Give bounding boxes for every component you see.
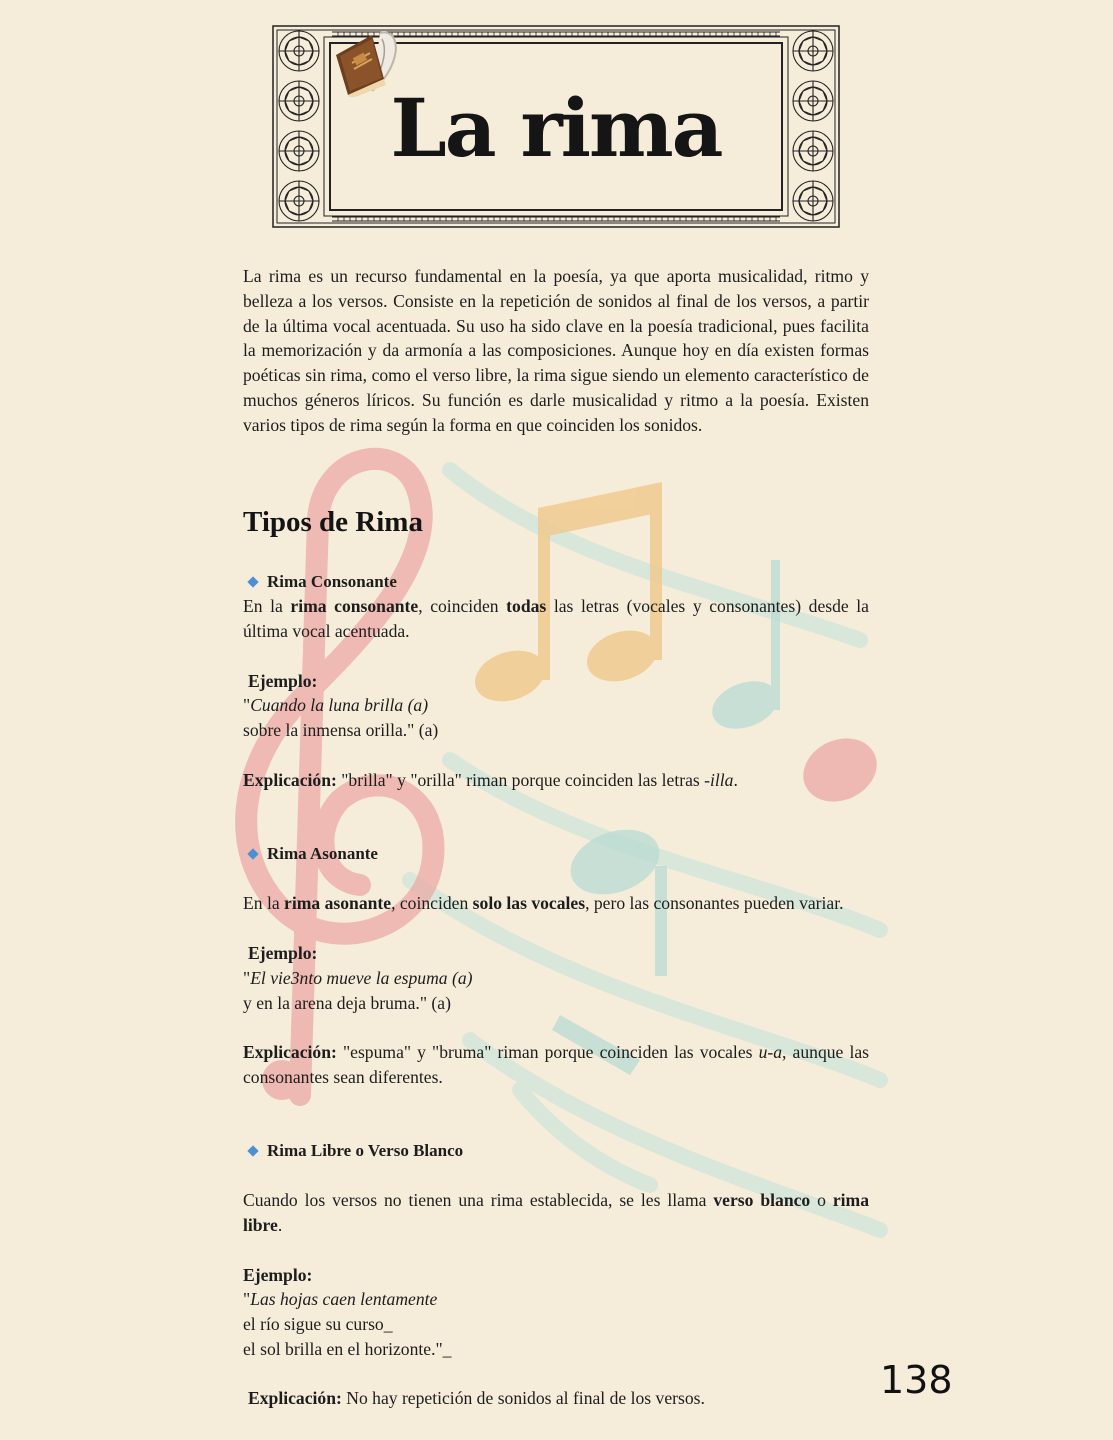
- title-banner: [272, 25, 840, 228]
- rosette-column-left: [279, 31, 319, 221]
- example-verse: "Las hojas caen lentamente el río sigue su curso_ el sol brilla en el horizonte."_: [243, 1289, 452, 1359]
- diamond-bullet-icon: [247, 849, 258, 860]
- rima-consonante-heading: [243, 570, 869, 595]
- heading-label: Rima Consonante: [267, 572, 397, 591]
- diamond-bullet-icon: [247, 577, 258, 588]
- rima-consonante-description: En la rima consonante, coinciden todas las letras (vocales y consonantes) desde la última vocal acentuada.: [243, 596, 869, 641]
- heading-label: Rima Libre o Verso Blanco: [267, 1141, 464, 1160]
- page-number: 138: [880, 1358, 953, 1402]
- heading-label: Rima Asonante: [267, 844, 378, 863]
- rima-libre-description: Cuando los versos no tienen una rima establecida, se les llama verso blanco o rima libre.: [243, 1190, 870, 1235]
- explanation: Explicación: "brilla" y "orilla" riman porque coinciden las letras -illa.: [243, 770, 738, 790]
- rima-asonante-heading: [243, 842, 869, 867]
- example-label: Ejemplo:: [243, 1265, 313, 1285]
- example-label: Ejemplo:: [248, 671, 318, 691]
- explanation: Explicación: "espuma" y "bruma" riman porque coinciden las vocales u-a, aunque las consonantes sean diferentes.: [243, 1042, 870, 1087]
- example-verse: "El vie3nto mueve la espuma (a) y en la arena deja bruma." (a): [243, 968, 473, 1013]
- rima-asonante-description: En la rima asonante, coinciden solo las vocales, pero las consonantes pueden variar.: [243, 893, 844, 913]
- example-verse: "Cuando la luna brilla (a) sobre la inmensa orilla." (a): [243, 695, 439, 740]
- book-feather-icon: [332, 25, 402, 97]
- explanation: Explicación: No hay repetición de sonidos al final de los versos.: [248, 1388, 705, 1408]
- diamond-bullet-icon: [247, 1146, 258, 1157]
- page-title: La rima: [390, 80, 722, 175]
- intro-paragraph: La rima es un recurso fundamental en la poesía, ya que aporta musicalidad, ritmo y belleza a los versos. Consiste en la repetición de sonidos al final de los versos, a partir de la última vocal acentuada. Su uso ha sido clave en la poesía tradicional, pues facilita la memorización y da armonía a las composiciones. Aunque hoy en día existen formas poéticas sin rima, como el verso libre, la rima sigue siendo un elemento característico de muchos géneros líricos. Su función es darle musicalidad y ritmo a la poesía. Existen varios tipos de rima según la forma en que coinciden los sonidos.: [243, 266, 869, 435]
- rima-libre-heading: [243, 1139, 869, 1164]
- example-label: Ejemplo:: [248, 943, 318, 963]
- section-title: Tipos de Rima: [243, 506, 423, 538]
- rosette-column-right: [793, 31, 833, 221]
